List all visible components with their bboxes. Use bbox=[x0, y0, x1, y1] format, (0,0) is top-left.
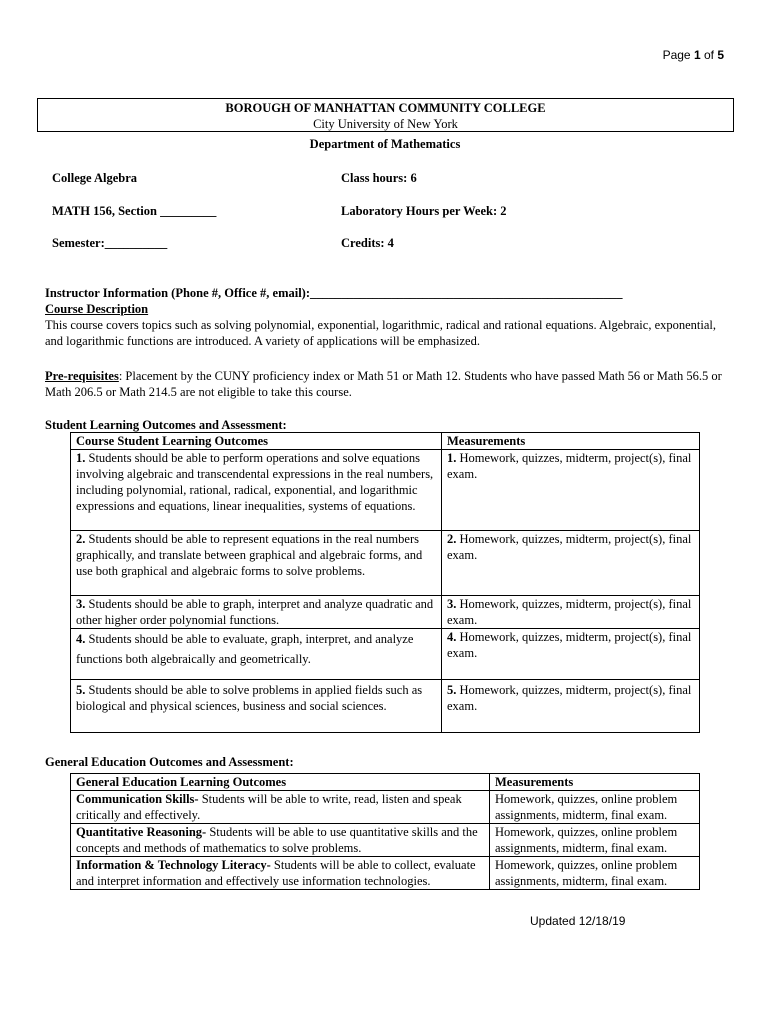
ge-text-2: Students will be able to use quantitative skills and the concepts and methods of mathematics to solve problems. bbox=[76, 825, 478, 855]
prerequisites-text: : Placement by the CUNY proficiency index or Math 51 or Math 12. Students who have passed Math 56 or Math 56.5 or Math 206.5 or Math 214.5 are not eligible to take this course. bbox=[45, 369, 722, 399]
ge-label-1: Communication Skills- bbox=[76, 792, 199, 806]
slo-heading: Student Learning Outcomes and Assessment: bbox=[45, 418, 287, 432]
slo-text-3: Students should be able to graph, interpret and analyze quadratic and other higher order polynomial functions. bbox=[76, 597, 434, 627]
ge-outcome-1 bbox=[71, 791, 490, 824]
slo-outcome-2 bbox=[71, 531, 442, 596]
slo-mtext-4: Homework, quizzes, midterm, project(s), final exam. bbox=[447, 630, 692, 660]
instructor-info: Instructor Information (Phone #, Office #, email):__________________________________________________ bbox=[45, 286, 623, 300]
slo-row-2 bbox=[71, 531, 700, 596]
course-title: College Algebra bbox=[52, 171, 138, 185]
slo-row-1 bbox=[71, 450, 700, 531]
slo-mtext-3: Homework, quizzes, midterm, project(s), final exam. bbox=[447, 597, 692, 627]
page-total: 5 bbox=[717, 48, 724, 62]
slo-measure-4 bbox=[442, 629, 700, 680]
ge-label-2: Quantitative Reasoning- bbox=[76, 825, 207, 839]
slo-num-4: 4. bbox=[76, 632, 86, 646]
prerequisites bbox=[45, 368, 735, 400]
slo-header-row bbox=[71, 433, 700, 450]
slo-outcome-3 bbox=[71, 596, 442, 629]
credits: Credits: 4 bbox=[341, 236, 394, 250]
slo-mtext-2: Homework, quizzes, midterm, project(s), final exam. bbox=[447, 532, 692, 562]
course-section: MATH 156, Section _________ bbox=[52, 204, 217, 218]
prerequisites-label: Pre-requisites bbox=[45, 369, 119, 383]
slo-measure-2 bbox=[442, 531, 700, 596]
slo-table bbox=[70, 432, 700, 733]
slo-num-1: 1. bbox=[76, 451, 86, 465]
university-name: City University of New York bbox=[313, 117, 458, 131]
college-name: BOROUGH OF MANHATTAN COMMUNITY COLLEGE bbox=[225, 101, 546, 115]
slo-mnum-1: 1. bbox=[447, 451, 457, 465]
semester: Semester:__________ bbox=[52, 236, 168, 250]
course-description-text: This course covers topics such as solving polynomial, exponential, logarithmic, radical and rational equations. Algebraic, exponential, and logarithmic functions are introduced. A variety of applications will be emphasized. bbox=[45, 318, 717, 348]
slo-num-2: 2. bbox=[76, 532, 86, 546]
slo-mnum-2: 2. bbox=[447, 532, 457, 546]
page-number bbox=[663, 48, 724, 62]
slo-mtext-5: Homework, quizzes, midterm, project(s), final exam. bbox=[447, 683, 692, 713]
slo-num-5: 5. bbox=[76, 683, 86, 697]
ge-row-3 bbox=[71, 857, 700, 890]
ge-measure-3: Homework, quizzes, online problem assignments, midterm, final exam. bbox=[490, 857, 700, 890]
class-hours: Class hours: 6 bbox=[341, 171, 417, 185]
slo-row-3 bbox=[71, 596, 700, 629]
ge-measure-2: Homework, quizzes, online problem assignments, midterm, final exam. bbox=[490, 824, 700, 857]
slo-measure-1 bbox=[442, 450, 700, 531]
ge-row-1 bbox=[71, 791, 700, 824]
ge-label-3: Information & Technology Literacy- bbox=[76, 858, 271, 872]
slo-mnum-4: 4. bbox=[447, 630, 457, 644]
ge-row-2 bbox=[71, 824, 700, 857]
ge-header-row bbox=[71, 774, 700, 791]
ge-text-1: Students will be able to write, read, listen and speak critically and effectively. bbox=[76, 792, 462, 822]
ge-outcome-2 bbox=[71, 824, 490, 857]
slo-measure-5 bbox=[442, 680, 700, 733]
ge-table bbox=[70, 773, 700, 890]
lab-hours: Laboratory Hours per Week: 2 bbox=[341, 204, 507, 218]
updated-date: Updated 12/18/19 bbox=[530, 914, 626, 928]
ge-outcome-3 bbox=[71, 857, 490, 890]
slo-text-2: Students should be able to represent equations in the real numbers graphically, and translate between graphical and algebraic forms, and use both graphical and algebraic forms to solve problems. bbox=[76, 532, 423, 578]
slo-outcome-5 bbox=[71, 680, 442, 733]
page-of: of bbox=[700, 48, 718, 62]
slo-row-4 bbox=[71, 629, 700, 680]
slo-outcome-1 bbox=[71, 450, 442, 531]
slo-mtext-1: Homework, quizzes, midterm, project(s), final exam. bbox=[447, 451, 692, 481]
slo-mnum-5: 5. bbox=[447, 683, 457, 697]
slo-row-5 bbox=[71, 680, 700, 733]
slo-measure-3 bbox=[442, 596, 700, 629]
slo-text-5: Students should be able to solve problems in applied fields such as biological and physical sciences, business and social sciences. bbox=[76, 683, 423, 713]
ge-measure-1: Homework, quizzes, online problem assignments, midterm, final exam. bbox=[490, 791, 700, 824]
college-header bbox=[37, 98, 734, 132]
page-current: 1 bbox=[693, 48, 701, 62]
page-prefix: Page bbox=[662, 48, 694, 62]
ge-col-outcomes: General Education Learning Outcomes bbox=[71, 774, 490, 791]
ge-heading: General Education Outcomes and Assessment: bbox=[45, 755, 294, 769]
department-name: Department of Mathematics bbox=[309, 137, 461, 151]
ge-col-measurements: Measurements bbox=[490, 774, 700, 791]
slo-outcome-4 bbox=[71, 629, 442, 680]
slo-col-measurements: Measurements bbox=[442, 433, 700, 450]
slo-text-1: Students should be able to perform operations and solve equations involving algebraic and transcendental expressions in the real numbers, including polynomial, rational, radical, exponential, and logarithmic expressions and equations, linear inequalities, systems of equations. bbox=[76, 451, 434, 513]
slo-num-3: 3. bbox=[76, 597, 86, 611]
slo-text-4: Students should be able to evaluate, graph, interpret, and analyze functions both algebraically and geometrically. bbox=[76, 632, 414, 666]
ge-text-3: Students will be able to collect, evaluate and interpret information and effectively use information technologies. bbox=[76, 858, 476, 888]
slo-col-outcomes: Course Student Learning Outcomes bbox=[71, 433, 442, 450]
slo-mnum-3: 3. bbox=[447, 597, 457, 611]
course-description-heading: Course Description bbox=[45, 302, 149, 316]
